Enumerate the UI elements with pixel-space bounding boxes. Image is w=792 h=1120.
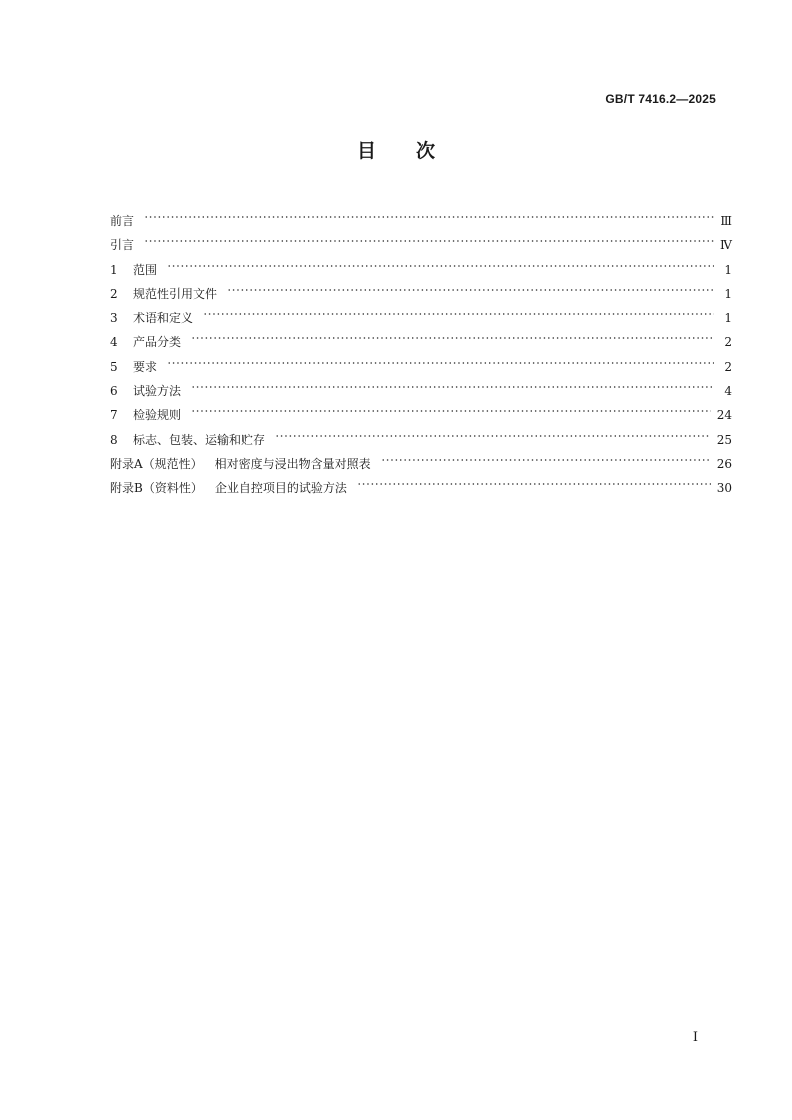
toc-entry-page: 1: [724, 286, 732, 301]
leader-dots: [191, 322, 714, 346]
toc-entry-page: Ⅳ: [720, 238, 732, 253]
toc-entry-number: 3: [110, 311, 118, 326]
toc-entry-requirements[interactable]: [110, 347, 732, 374]
leader-dots: [167, 347, 714, 371]
toc-entry-number: 8: [110, 432, 118, 447]
toc-entry-classification[interactable]: [110, 322, 732, 350]
toc-entry-page: 2: [724, 359, 732, 374]
leader-dots: [227, 274, 714, 298]
leader-dots: [357, 468, 711, 492]
toc-entry-number: 4: [110, 335, 118, 350]
toc-entry-page: 26: [716, 456, 732, 471]
toc-entry-introduction[interactable]: [110, 225, 732, 253]
toc-entry-page: Ⅲ: [720, 214, 732, 228]
toc-entry-page: 4: [724, 384, 732, 399]
page-title: [0, 136, 792, 163]
toc-entry-page: 25: [716, 432, 732, 447]
toc-entry-number: 6: [110, 384, 118, 399]
page-folio: Ⅰ: [692, 1030, 698, 1045]
leader-dots: [191, 395, 711, 419]
toc-entry-scope[interactable]: [110, 250, 732, 277]
toc-entry-inspection-rules[interactable]: [110, 395, 732, 423]
toc-entry-label: 试验方法: [133, 384, 182, 399]
toc-entry-label: 检验规则: [133, 408, 182, 423]
toc-entry-page: 1: [724, 262, 732, 277]
toc-entry-number: 1: [110, 262, 118, 277]
toc-entry-label: 前言: [110, 214, 135, 228]
toc-entry-number: 7: [110, 408, 118, 423]
toc-entry-annex-b[interactable]: [110, 468, 732, 496]
toc-entry-page: 24: [716, 408, 732, 423]
toc-entry-page: 30: [716, 481, 732, 496]
toc-entry-page: 1: [724, 311, 732, 326]
toc-entry-label: 附录B（资料性）: [110, 481, 203, 496]
toc-entry-page: 2: [724, 335, 732, 350]
leader-dots: [191, 371, 714, 395]
leader-dots: [381, 444, 711, 468]
toc-entry-foreword[interactable]: [110, 201, 732, 228]
toc-entry-normative-references[interactable]: [110, 274, 732, 301]
toc-entry-test-methods[interactable]: [110, 371, 732, 399]
toc-entry-label: 引言: [110, 238, 135, 253]
leader-dots: [275, 420, 711, 444]
standard-number: GB/T 7416.2—2025: [605, 92, 716, 106]
leader-dots: [144, 201, 714, 225]
toc-entry-annex-title: 相对密度与浸出物含量对照表: [214, 456, 371, 471]
toc-entry-label: 标志、包装、运输和贮存: [133, 432, 266, 447]
leader-dots: [203, 298, 714, 322]
toc-entry-terms[interactable]: [110, 298, 732, 326]
toc-entry-marking-packaging[interactable]: [110, 420, 732, 447]
leader-dots: [167, 250, 714, 274]
leader-dots: [144, 225, 714, 249]
table-of-contents: [110, 201, 732, 496]
toc-entry-label: 产品分类: [133, 335, 182, 350]
toc-entry-annex-title: 企业自控项目的试验方法: [214, 481, 347, 496]
toc-entry-number: 5: [110, 359, 118, 374]
toc-entry-number: 2: [110, 286, 118, 301]
toc-entry-label: 规范性引用文件: [133, 286, 218, 301]
title-char-1: 目: [356, 140, 376, 162]
toc-entry-label: 术语和定义: [133, 311, 194, 326]
toc-entry-label: 要求: [133, 359, 158, 374]
toc-entry-label: 范围: [133, 262, 158, 277]
toc-entry-label: 附录A（规范性）: [110, 456, 203, 471]
title-char-2: 次: [416, 140, 436, 162]
